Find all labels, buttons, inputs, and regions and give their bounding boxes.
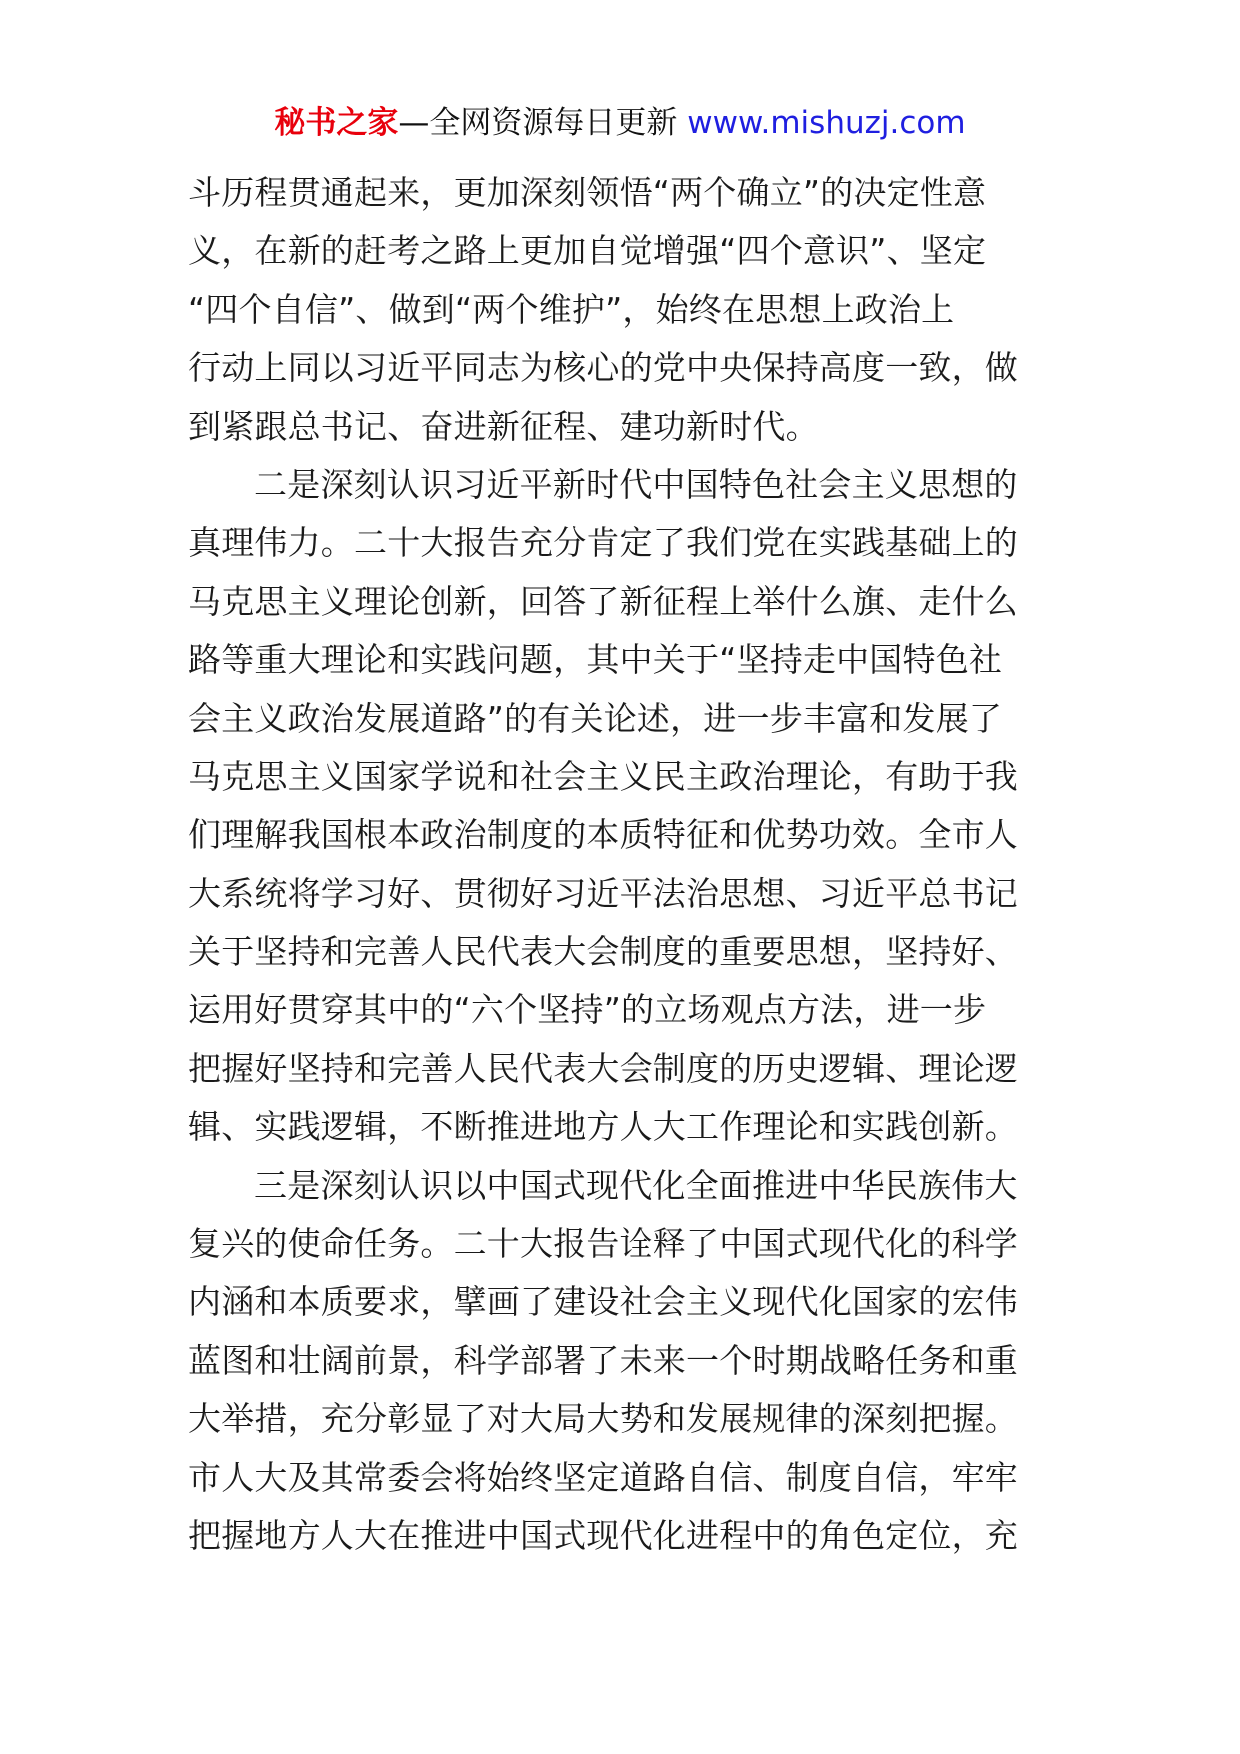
text-line: 到紧跟总书记、奋进新征程、建功新时代。	[188, 406, 819, 446]
text-line: 把握地方人大在推进中国式现代化进程中的角色定位，充	[188, 1515, 1018, 1555]
text-line: 马克思主义理论创新，回答了新征程上举什么旗、走什么	[188, 581, 1018, 621]
text-line: 大举措，充分彰显了对大局大势和发展规律的深刻把握。	[188, 1399, 1018, 1439]
text-line: 义，在新的赶考之路上更加自觉增强“四个意识”、坚定	[188, 231, 987, 271]
text-line: 大系统将学习好、贯彻好习近平法治思想、习近平总书记	[188, 873, 1018, 913]
text-line: 斗历程贯通起来，更加深刻领悟“两个确立”的决定性意	[188, 173, 987, 212]
header-slogan: —全网资源每日更新	[398, 105, 678, 141]
text-line: 蓝图和壮阔前景，科学部署了未来一个时期战略任务和重	[188, 1340, 1018, 1380]
text-line: 辑、实践逻辑，不断推进地方人大工作理论和实践创新。	[188, 1107, 1018, 1147]
text-line: 路等重大理论和实践问题，其中关于“坚持走中国特色社	[188, 640, 1003, 680]
text-line: 们理解我国根本政治制度的本质特征和优势功效。全市人	[188, 815, 1018, 855]
text-line: 把握好坚持和完善人民代表大会制度的历史逻辑、理论逻	[188, 1048, 1018, 1088]
text-line: 真理伟力。二十大报告充分肯定了我们党在实践基础上的	[188, 523, 1018, 563]
paragraph-start-line: 三是深刻认识以中国式现代化全面推进中华民族伟大	[254, 1165, 1018, 1205]
text-line: 行动上同以习近平同志为核心的党中央保持高度一致，做	[188, 348, 1018, 388]
text-line: 关于坚持和完善人民代表大会制度的重要思想，坚持好、	[188, 932, 1018, 972]
text-line: 会主义政治发展道路”的有关论述，进一步丰富和发展了	[188, 698, 1003, 738]
document-body	[188, 164, 1058, 1565]
text-line: 马克思主义国家学说和社会主义民主政治理论，有助于我	[188, 756, 1018, 796]
text-line: 复兴的使命任务。二十大报告诠释了中国式现代化的科学	[188, 1224, 1018, 1264]
brand-name: 秘书之家	[274, 105, 399, 141]
page-header	[0, 100, 1240, 146]
text-line: 运用好贯穿其中的“六个坚持”的立场观点方法，进一步	[188, 990, 987, 1030]
text-line: 内涵和本质要求，擘画了建设社会主义现代化国家的宏伟	[188, 1282, 1018, 1322]
text-line: 市人大及其常委会将始终坚定道路自信、制度自信，牢牢	[188, 1457, 1018, 1497]
text-line: “四个自信”、做到“两个维护”，始终在思想上政治上	[188, 289, 955, 329]
paragraph-start-line: 二是深刻认识习近平新时代中国特色社会主义思想的	[254, 464, 1018, 504]
website-link[interactable]: www.mishuzj.com	[687, 105, 966, 141]
